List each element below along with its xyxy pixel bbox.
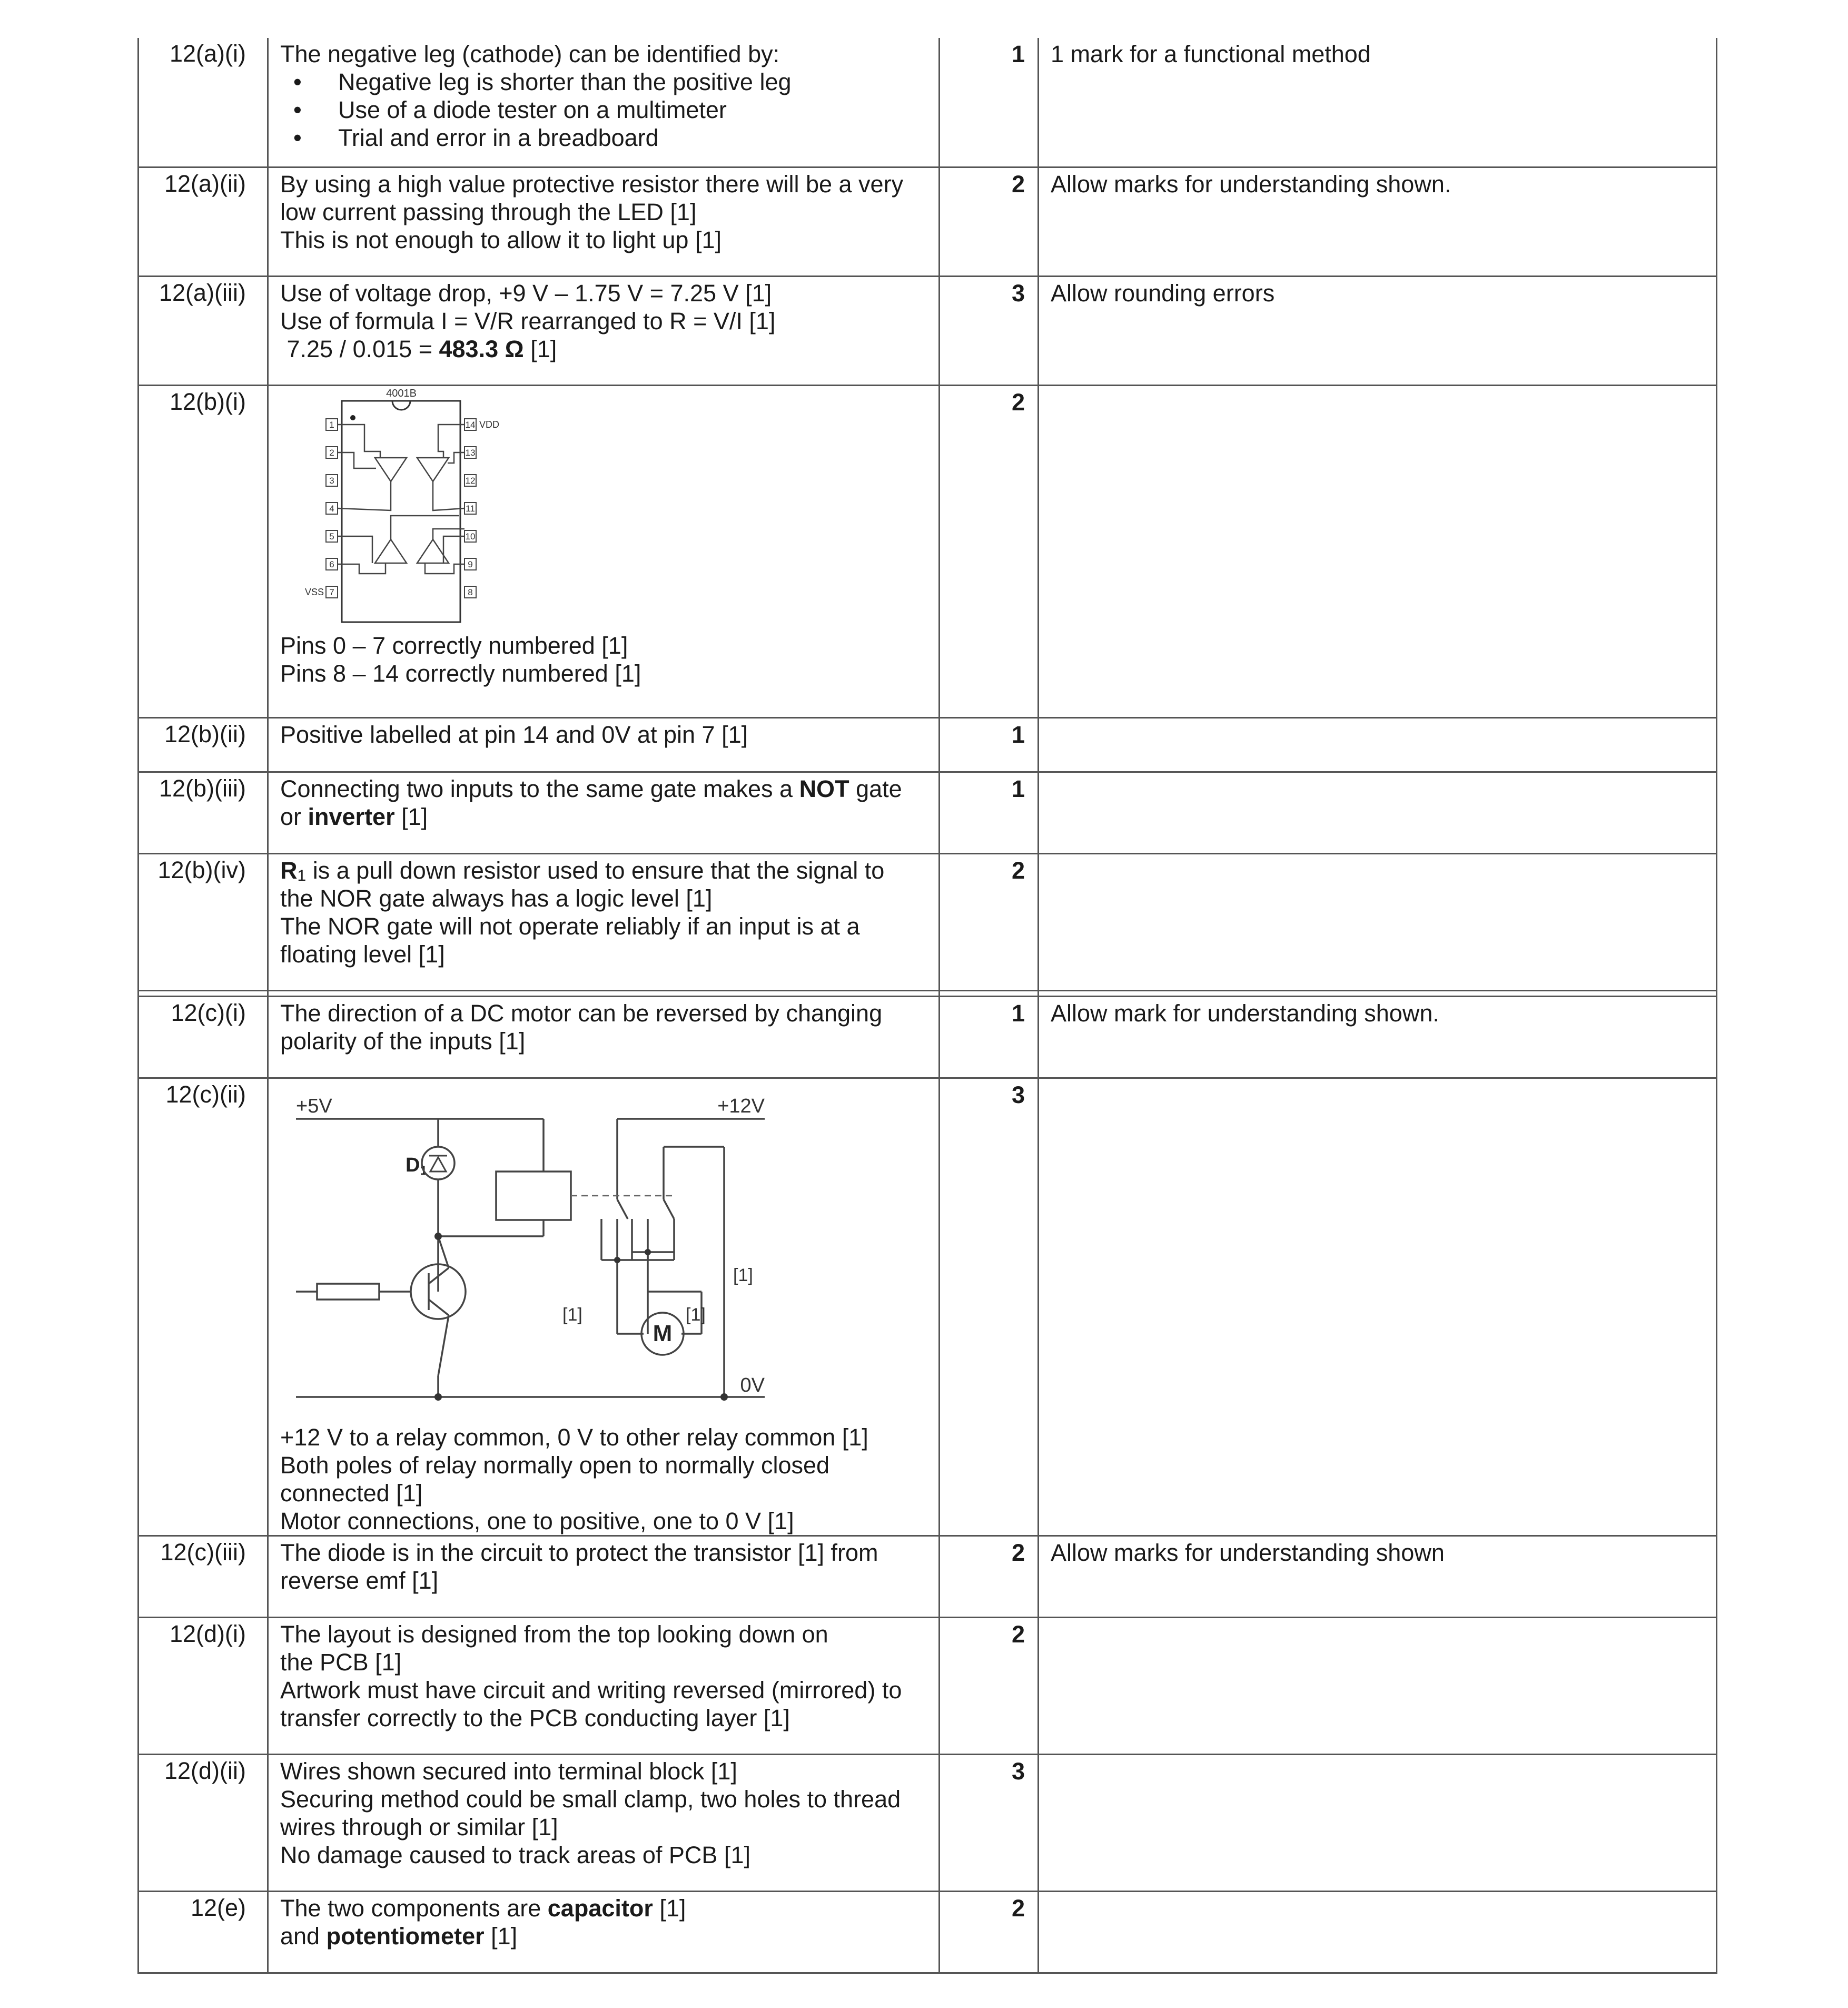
- table-row: [139, 1617, 1717, 1754]
- answer-cell: [268, 167, 940, 276]
- answer-cell: [268, 276, 940, 385]
- chip-4001b-diagram: [280, 389, 522, 632]
- pin-number: 1: [329, 419, 334, 430]
- relay-motor-circuit-diagram: [280, 1081, 838, 1423]
- pin-number: 4: [329, 503, 334, 514]
- answer-line: This is not enough to allow it to light up [1]: [280, 226, 722, 253]
- answer-cell: [268, 853, 940, 990]
- vss-label: VSS: [304, 586, 324, 597]
- answer-bullet: • Use of a diode tester on a multimeter: [280, 96, 927, 124]
- answer-line: low current passing through the LED [1]: [280, 198, 697, 225]
- guidance-cell: Allow rounding errors: [1039, 276, 1717, 385]
- table-row: [139, 385, 1717, 717]
- marks-cell: 3: [940, 1078, 1039, 1535]
- pin-number: 3: [329, 475, 334, 486]
- answer-line: Motor connections, one to positive, one to 0 V [1]: [280, 1507, 794, 1534]
- marks-cell: 1: [940, 772, 1039, 853]
- answer-line: Wires shown secured into terminal block [1]: [280, 1757, 737, 1785]
- mark-annotation: [1]: [562, 1304, 582, 1325]
- mark-annotation: [1]: [686, 1304, 706, 1325]
- answer-cell: [268, 996, 940, 1078]
- question-number: 12(a)(i): [139, 38, 268, 167]
- answer-line: The diode is in the circuit to protect the transistor [1] from: [280, 1539, 878, 1566]
- table-row: [139, 1754, 1717, 1891]
- guidance-cell: [1039, 1754, 1717, 1891]
- answer-cell: [268, 1535, 940, 1617]
- chip-body: [342, 401, 460, 622]
- answer-text: is a pull down resistor used to ensure that the signal to: [306, 857, 885, 884]
- motor-label: M: [653, 1320, 673, 1346]
- separator-cell: [1039, 990, 1717, 996]
- question-number: 12(c)(ii): [139, 1078, 268, 1535]
- pin-number: 8: [468, 587, 473, 597]
- table-row: [139, 717, 1717, 772]
- marks-cell: 1: [940, 717, 1039, 772]
- marks-cell: 2: [940, 1891, 1039, 1973]
- resistor-symbol: R: [280, 857, 298, 884]
- internal-gates: [338, 425, 465, 574]
- pin-number: 9: [468, 559, 473, 569]
- pin-number: 6: [329, 559, 334, 569]
- answer-line: Securing method could be small clamp, two holes to thread: [280, 1785, 901, 1813]
- answer-cell: [268, 772, 940, 853]
- answer-line: The direction of a DC motor can be reversed by changing: [280, 999, 883, 1027]
- question-number: 12(b)(iii): [139, 772, 268, 853]
- table-row: [139, 853, 1717, 990]
- answer-text: The two components are: [280, 1894, 548, 1922]
- calc-suffix: [1]: [523, 335, 557, 362]
- marks-cell: 3: [940, 276, 1039, 385]
- answer-line: the NOR gate always has a logic level [1]: [280, 884, 713, 912]
- answer-line: [280, 1922, 927, 1950]
- answer-line: Use of voltage drop, +9 V – 1.75 V = 7.25 V [1]: [280, 279, 772, 307]
- relay-coil: [496, 1172, 571, 1220]
- answer-keyword: inverter: [308, 803, 395, 830]
- circuit-wires: [296, 1119, 765, 1397]
- answer-line: Positive labelled at pin 14 and 0V at pin 7 [1]: [280, 721, 748, 748]
- question-number: 12(d)(ii): [139, 1754, 268, 1891]
- separator-cell: [139, 990, 268, 996]
- question-number: 12(d)(i): [139, 1617, 268, 1754]
- pin-number: 14: [465, 419, 476, 430]
- guidance-cell: Allow marks for understanding shown: [1039, 1535, 1717, 1617]
- vdd-label: VDD: [479, 419, 500, 430]
- answer-cell: [268, 38, 940, 167]
- pin-number: 13: [465, 447, 476, 458]
- answer-line: Pins 0 – 7 correctly numbered [1]: [280, 632, 628, 659]
- answer-cell: [268, 1891, 940, 1973]
- answer-line: The layout is designed from the top looking down on: [280, 1620, 828, 1648]
- answer-text: [1]: [394, 803, 428, 830]
- guidance-cell: [1039, 772, 1717, 853]
- answer-line: +12 V to a relay common, 0 V to other relay common [1]: [280, 1423, 868, 1451]
- answer-cell: [268, 385, 940, 717]
- answer-bullet: • Trial and error in a breadboard: [280, 124, 927, 152]
- question-number: 12(c)(i): [139, 996, 268, 1078]
- answer-line: the PCB [1]: [280, 1648, 402, 1676]
- answer-line: [280, 1894, 927, 1922]
- answer-line: polarity of the inputs [1]: [280, 1027, 526, 1055]
- question-number: 12(a)(ii): [139, 167, 268, 276]
- answer-line: [280, 857, 927, 884]
- answer-keyword: capacitor: [547, 1894, 653, 1922]
- answer-line: Pins 8 – 14 correctly numbered [1]: [280, 660, 641, 687]
- table-row: [139, 276, 1717, 385]
- answer-line: connected [1]: [280, 1479, 423, 1507]
- answer-cell: [268, 717, 940, 772]
- diode-subscript: 1: [420, 1163, 427, 1178]
- calc-prefix: 7.25 / 0.015 =: [280, 335, 439, 362]
- guidance-cell: Allow marks for understanding shown.: [1039, 167, 1717, 276]
- base-resistor: [317, 1284, 379, 1300]
- table-row: [139, 167, 1717, 276]
- mark-scheme-table: [137, 38, 1717, 1974]
- guidance-cell: [1039, 385, 1717, 717]
- guidance-cell: [1039, 717, 1717, 772]
- answer-cell: [268, 1617, 940, 1754]
- answer-line: Use of formula I = V/R rearranged to R = V/I [1]: [280, 307, 776, 334]
- answer-line: By using a high value protective resistor there will be a very: [280, 170, 904, 198]
- answer-bullet-list: [280, 68, 927, 152]
- marks-cell: 1: [940, 38, 1039, 167]
- table-row: [139, 996, 1717, 1078]
- answer-line: Both poles of relay normally open to normally closed: [280, 1451, 830, 1479]
- chip-label: 4001B: [386, 389, 417, 399]
- diode-letter: D: [406, 1154, 420, 1176]
- table-row: [139, 1891, 1717, 1973]
- answer-text: [1]: [484, 1922, 518, 1950]
- plus-5v-label: +5V: [296, 1095, 332, 1117]
- pin-number: 12: [465, 475, 476, 486]
- table-separator: [139, 990, 1717, 996]
- answer-line: floating level [1]: [280, 940, 445, 968]
- calculation-line: [280, 335, 927, 363]
- answer-line: No damage caused to track areas of PCB [1]: [280, 1841, 750, 1868]
- answer-text: gate: [849, 775, 902, 802]
- answer-line: The negative leg (cathode) can be identified by:: [280, 41, 780, 67]
- diode-label: [406, 1154, 427, 1178]
- guidance-cell: [1039, 853, 1717, 990]
- question-number: 12(b)(i): [139, 385, 268, 717]
- table-row: [139, 38, 1717, 167]
- zero-v-label: 0V: [740, 1374, 765, 1396]
- question-number: 12(e): [139, 1891, 268, 1973]
- marks-cell: 2: [940, 853, 1039, 990]
- answer-keyword: potentiometer: [326, 1922, 485, 1950]
- question-number: 12(b)(iv): [139, 853, 268, 990]
- answer-bullet: • Negative leg is shorter than the positive leg: [280, 68, 927, 96]
- table-row: [139, 1078, 1717, 1535]
- guidance-cell: [1039, 1617, 1717, 1754]
- answer-text: [1]: [653, 1894, 686, 1922]
- separator-cell: [268, 990, 940, 996]
- pin1-dot: [350, 415, 355, 420]
- mark-annotation: [1]: [733, 1265, 753, 1285]
- marks-cell: 2: [940, 167, 1039, 276]
- marks-cell: 2: [940, 385, 1039, 717]
- guidance-cell: [1039, 1891, 1717, 1973]
- resistor-subscript: 1: [297, 867, 307, 884]
- answer-line: The NOR gate will not operate reliably if an input is at a: [280, 912, 860, 940]
- answer-text: and: [280, 1922, 327, 1950]
- chip-notch: [392, 401, 410, 410]
- table-row: [139, 1535, 1717, 1617]
- answer-line: Artwork must have circuit and writing reversed (mirrored) to: [280, 1676, 902, 1704]
- pin-number: 10: [465, 531, 476, 542]
- guidance-cell: Allow mark for understanding shown.: [1039, 996, 1717, 1078]
- pin-number: 7: [329, 587, 334, 597]
- pin-number: 2: [329, 447, 334, 458]
- marks-cell: 3: [940, 1754, 1039, 1891]
- answer-line: transfer correctly to the PCB conducting layer [1]: [280, 1704, 790, 1731]
- answer-cell: [268, 1078, 940, 1535]
- table-row: [139, 772, 1717, 853]
- answer-text: Connecting two inputs to the same gate makes a: [280, 775, 799, 802]
- question-number: 12(b)(ii): [139, 717, 268, 772]
- answer-text: or: [280, 803, 308, 830]
- answer-line: [280, 775, 927, 803]
- separator-cell: [940, 990, 1039, 996]
- diode-symbol: [429, 1156, 447, 1172]
- guidance-cell: [1039, 1078, 1717, 1535]
- answer-line: reverse emf [1]: [280, 1567, 439, 1594]
- marks-cell: 1: [940, 996, 1039, 1078]
- answer-keyword: NOT: [799, 775, 849, 802]
- plus-12v-label: +12V: [717, 1095, 765, 1117]
- answer-line: [280, 803, 927, 831]
- marks-cell: 2: [940, 1535, 1039, 1617]
- answer-cell: [268, 1754, 940, 1891]
- pin-number: 5: [329, 531, 334, 542]
- question-number: 12(c)(iii): [139, 1535, 268, 1617]
- pin-number: 11: [466, 503, 475, 514]
- answer-line: wires through or similar [1]: [280, 1813, 558, 1840]
- calc-result: 483.3 Ω: [439, 335, 524, 362]
- marks-cell: 2: [940, 1617, 1039, 1754]
- guidance-cell: 1 mark for a functional method: [1039, 38, 1717, 167]
- question-number: 12(a)(iii): [139, 276, 268, 385]
